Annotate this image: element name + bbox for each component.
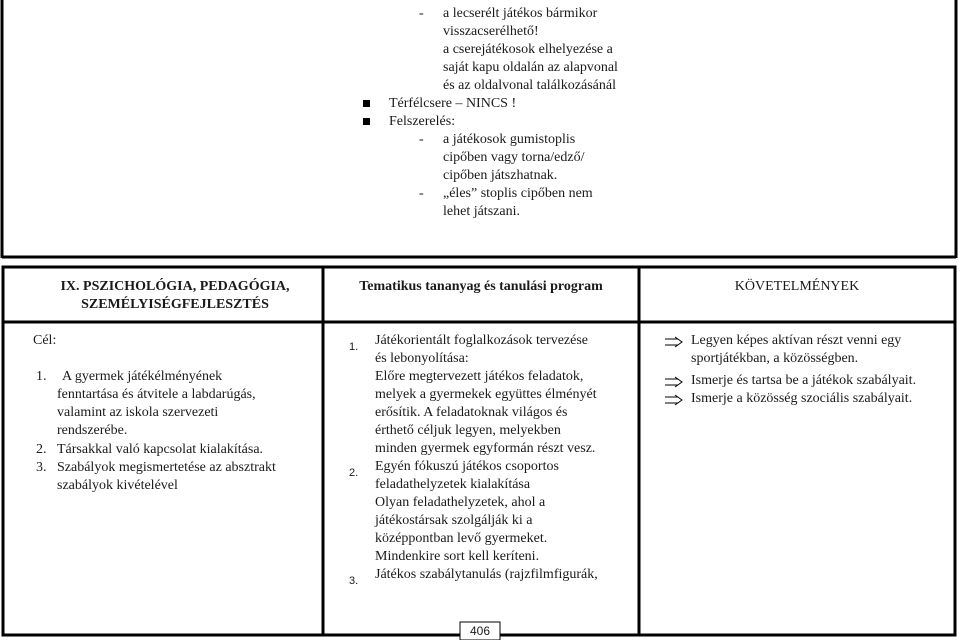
text-line: Mindenkire sort kell keríteni.: [375, 549, 540, 564]
text-line: lehet játszani.: [443, 204, 520, 219]
text-line: feladathelyzetek kialakítása: [375, 477, 531, 492]
text-line: Játékos szabálytanulás (rajzfilmfigurák,: [375, 567, 598, 582]
header-line: SZEMÉLYISÉGFEJLESZTÉS: [81, 297, 269, 312]
header-line: IX. PSZICHOLÓGIA, PEDAGÓGIA,: [60, 279, 290, 294]
text-line: „éles” stoplis cipőben nem: [443, 186, 593, 201]
text-line: érthető céljuk legyen, melyekben: [375, 423, 561, 438]
text-line: melyek a gyermekek együttes élményét: [375, 387, 597, 402]
item-number: 3.: [36, 460, 47, 475]
text-line: cipőben vagy torna/edző/: [443, 150, 585, 165]
item-number: 1.: [36, 369, 47, 384]
text-line: Játékorientált foglalkozások tervezése: [375, 333, 589, 348]
text-line: Szabályok megismertetése az absztrakt: [57, 460, 276, 475]
item-number: 2.: [36, 442, 47, 457]
text-line: Ismerje a közösség szociális szabályait.: [691, 391, 913, 406]
text-line: Egyén fókuszú játékos csoportos: [375, 459, 559, 474]
text-line: A gyermek játékélményének: [62, 369, 223, 384]
text-line: Ismerje és tartsa be a játékok szabályait.: [691, 373, 917, 388]
text-line: és lebonyolítása:: [375, 351, 469, 366]
text-line: fenntartása és átvitele a labdarúgás,: [57, 387, 256, 402]
dash-marker: -: [419, 132, 424, 147]
item-number: 3.: [349, 575, 359, 587]
text-line: erősítik. A feladatoknak világos és: [375, 405, 568, 420]
text-line: rendszerébe.: [57, 423, 128, 438]
text-line: a lecserélt játékos bármikor: [443, 6, 598, 21]
column-header-1: [30, 278, 320, 314]
square-bullet-icon: [363, 118, 370, 125]
implies-arrow-icon: [664, 394, 684, 406]
text-line: Felszerelés:: [389, 114, 456, 129]
text-line: játékostársak szolgálják ki a: [375, 513, 533, 528]
text-line: Legyen képes aktívan részt venni egy: [691, 333, 902, 348]
square-bullet-icon: [363, 100, 370, 107]
implies-arrow-icon: [664, 376, 684, 388]
page-number: 406: [469, 624, 491, 638]
implies-arrow-icon: [664, 336, 684, 348]
item-number: 2.: [349, 467, 359, 479]
column-header-2: Tematikus tananyag és tanulási program: [359, 279, 603, 294]
text-line: Társakkal való kapcsolat kialakítása.: [57, 442, 264, 457]
text-line: Előre megtervezett játékos feladatok,: [375, 369, 584, 384]
text-line: saját kapu oldalán az alapvonal: [443, 60, 618, 75]
text-line: valamint az iskola szervezeti: [57, 405, 219, 420]
text-line: cipőben játszhatnak.: [443, 168, 558, 183]
text-line: és az oldalvonal találkozásánál: [443, 78, 616, 93]
text-line: visszacserélhető!: [443, 24, 539, 39]
item-number: 1.: [349, 341, 359, 353]
column-header-3: KÖVETELMÉNYEK: [734, 279, 860, 294]
text-line: Olyan feladathelyzetek, ahol a: [375, 495, 546, 510]
dash-marker: -: [419, 186, 424, 201]
text-line: minden gyermek egyformán részt vesz.: [375, 441, 596, 456]
text-line: sportjátékban, a közösségben.: [691, 351, 859, 366]
text-line: középpontban levő gyermeket.: [375, 531, 548, 546]
text-line: Térfélcsere – NINCS !: [389, 96, 517, 111]
dash-marker: -: [419, 6, 424, 21]
text-line: szabályok kivételével: [57, 478, 178, 493]
goal-label: Cél:: [33, 333, 57, 348]
text-line: a játékosok gumistoplis: [443, 132, 576, 147]
text-line: a cserejátékosok elhelyezése a: [443, 42, 613, 57]
